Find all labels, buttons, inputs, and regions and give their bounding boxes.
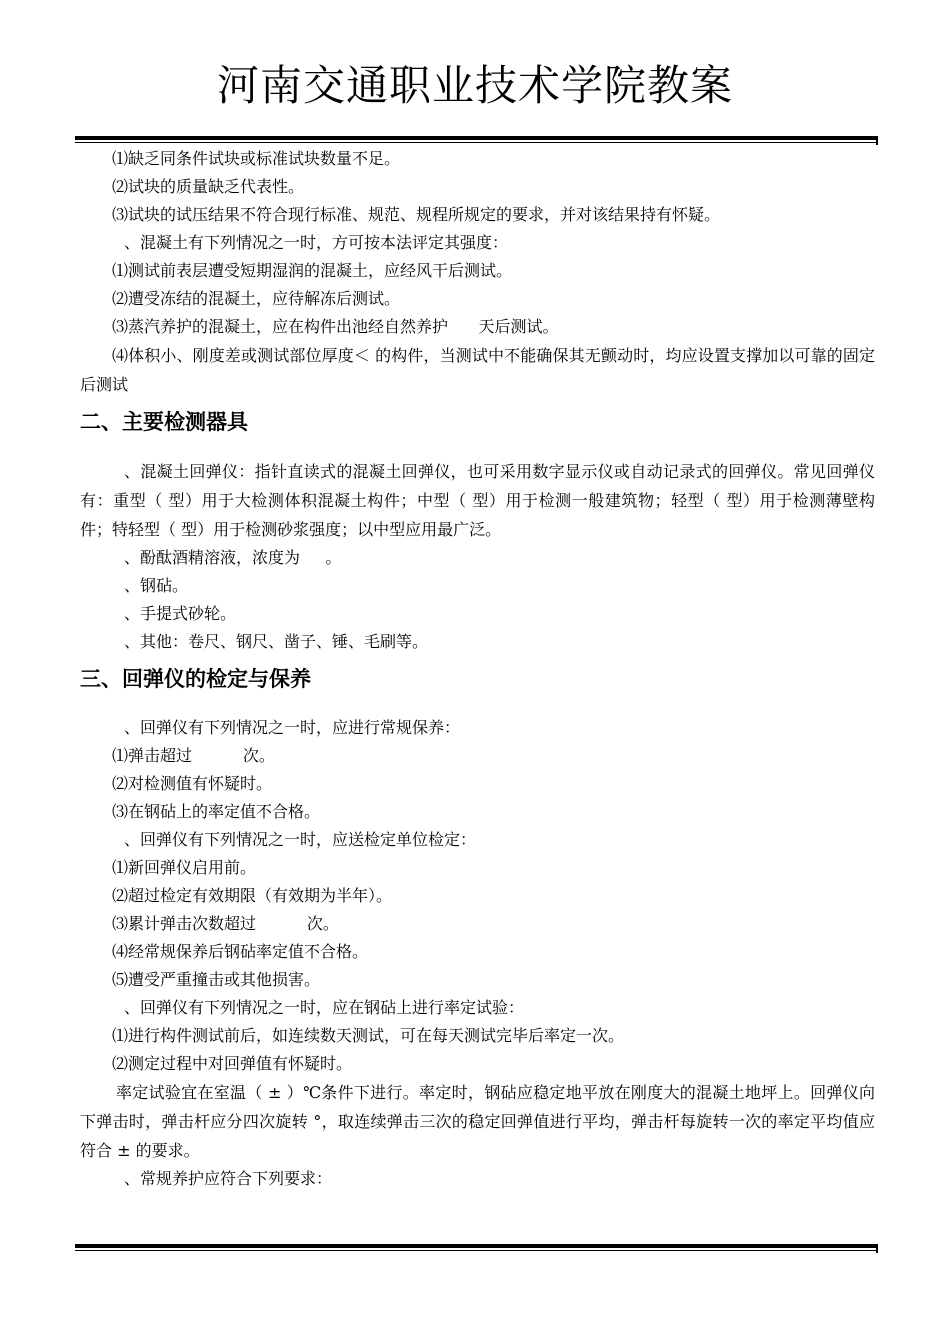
list-item: 、回弹仪有下列情况之一时，应进行常规保养：	[124, 718, 461, 737]
list-item: ⑴新回弹仪启用前。	[112, 858, 257, 877]
paragraph: 、混凝土回弹仪：指针直读式的混凝土回弹仪，也可采用数字显示仪或自动记录式的回弹仪。常见回弹仪有：重型（ 型）用于大检测体积混凝土构件；中型（ 型）用于检测一般建筑物；轻型（ 型）用于检测薄壁构件；特轻型（ 型）用于检测砂浆强度；以中型应用最广泛。	[80, 462, 875, 539]
list-item: ⑶累计弹击次数超过 次。	[112, 914, 339, 933]
list-item: 、回弹仪有下列情况之一时，应送检定单位检定：	[124, 830, 477, 849]
list-item: ⑵试块的质量缺乏代表性。	[112, 177, 305, 196]
list-item: 、手提式砂轮。	[124, 604, 237, 623]
list-item: ⑴缺乏同条件试块或标准试块数量不足。	[112, 149, 401, 168]
list-item: ⑶蒸汽养护的混凝土，应在构件出池经自然养护 天后测试。	[112, 317, 559, 336]
list-item: ⑵遭受冻结的混凝土，应待解冻后测试。	[112, 289, 401, 308]
paragraph: 率定试验宜在室温（ ± ）℃条件下进行。率定时，钢砧应稳定地平放在刚度大的混凝土地坪上。回弹仪向下弹击时，弹击杆应分四次旋转 °，取连续弹击三次的稳定回弹值进行平均，弹击杆每旋转一次的率定平均值应符合 ± 的要求。	[80, 1083, 875, 1160]
section-heading: 二、主要检测器具	[80, 410, 248, 434]
list-item: 、其他：卷尺、钢尺、凿子、锤、毛刷等。	[124, 632, 429, 651]
list-item: ⑴进行构件测试前后，如连续数天测试，可在每天测试完毕后率定一次。	[112, 1026, 625, 1045]
list-item: ⑶在钢砧上的率定值不合格。	[112, 802, 321, 821]
list-item: ⑵测定过程中对回弹值有怀疑时。	[112, 1054, 353, 1073]
page-title: 河南交通职业技术学院教案	[216, 61, 733, 110]
list-item: 、常规养护应符合下列要求：	[124, 1169, 333, 1188]
footer-rule	[75, 1244, 878, 1251]
list-item: ⑴弹击超过 次。	[112, 746, 275, 765]
list-item: 、混凝土有下列情况之一时，方可按本法评定其强度：	[124, 233, 509, 252]
list-item: ⑵超过检定有效期限（有效期为半年）。	[112, 886, 393, 905]
list-item: ⑴测试前表层遭受短期湿润的混凝土，应经风干后测试。	[112, 261, 513, 280]
list-item: ⑵对检测值有怀疑时。	[112, 774, 273, 793]
section-heading: 三、回弹仪的检定与保养	[80, 667, 311, 691]
list-item: 、酚酞酒精溶液，浓度为 。	[124, 548, 342, 567]
header-rule	[75, 136, 878, 143]
list-item: 、钢砧。	[124, 576, 189, 595]
document-body	[80, 145, 875, 1193]
list-item: ⑸遭受严重撞击或其他损害。	[112, 970, 321, 989]
paragraph: ⑷体积小、刚度差或测试部位厚度＜ 的构件，当测试中不能确保其无颤动时，均应设置支撑加以可靠的固定后测试	[80, 346, 875, 394]
list-item: ⑶试块的试压结果不符合现行标准、规范、规程所规定的要求，并对该结果持有怀疑。	[112, 205, 721, 224]
list-item: ⑷经常规保养后钢砧率定值不合格。	[112, 942, 369, 961]
list-item: 、回弹仪有下列情况之一时，应在钢砧上进行率定试验：	[124, 998, 525, 1017]
